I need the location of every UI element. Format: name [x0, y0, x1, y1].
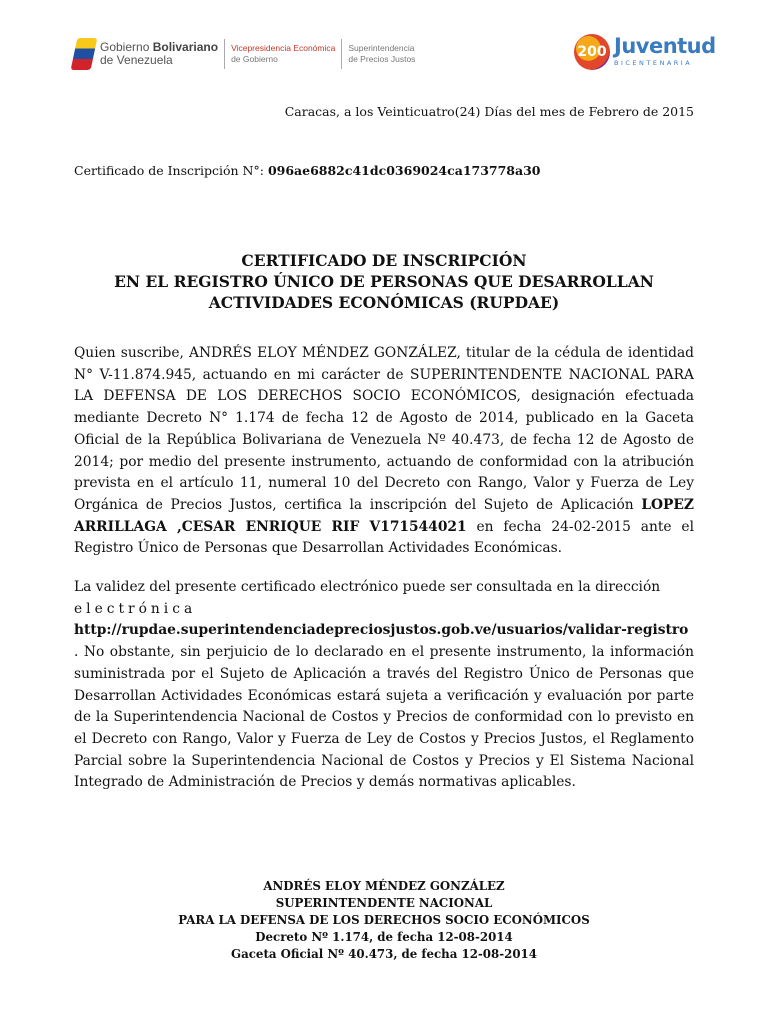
certificate-number: 096ae6882c41dc0369024ca173778a30 [267, 163, 541, 178]
subject-name: LOPEZ ARRILLAGA ,CESAR ENRIQUE RIF V171544021 [74, 496, 694, 535]
p2-spaced-word: electrónica [74, 600, 197, 617]
bicentennial-badge-icon [574, 34, 610, 70]
juv-word: Juventud [614, 34, 716, 58]
signature-block [74, 878, 694, 963]
title-line3: ACTIVIDADES ECONÓMICAS (RUPDAE) [208, 293, 560, 312]
vicepresidency-name [231, 43, 335, 65]
validity-paragraph [74, 577, 694, 794]
gov-line2: de Venezuela [100, 53, 173, 67]
p2-text-before: La validez del presente certificado electrónico puede ser consultada en la dirección [74, 579, 661, 595]
signatory-gazette: Gaceta Oficial Nº 40.473, de fecha 12-08-2014 [231, 947, 537, 961]
government-logo [74, 38, 415, 70]
certificate-number-line [74, 163, 541, 178]
certificate-label: Certificado de Inscripción N°: [74, 163, 264, 178]
signatory-decree: Decreto Nº 1.174, de fecha 12-08-2014 [255, 930, 513, 944]
signatory-role2: PARA LA DEFENSA DE LOS DERECHOS SOCIO ECONÓMICOS [178, 913, 590, 927]
sup-line2: de Precios Justos [348, 54, 416, 64]
venezuela-flag-icon [71, 38, 98, 70]
gov-line1-bold: Bolivariano [152, 40, 219, 54]
juventud-logo [574, 34, 716, 70]
page-header [0, 0, 768, 90]
sup-line1: Superintendencia [348, 43, 415, 53]
header-divider [341, 39, 342, 69]
p1-text-before: Quien suscribe, ANDRÉS ELOY MÉNDEZ GONZÁLEZ, titular de la cédula de identidad N° V-11.874.945, actuando en mi carácter de SUPERINTENDENTE NACIONAL PARA LA DEFENSA DE LOS DERECHOS SOCIO ECONÓMICOS, designación efectuada mediante Decreto N° 1.174 de fecha 12 de Agosto de 2014, publicado en la Gaceta Oficial de la República Bolivariana de Venezuela Nº 40.473, de fecha 12 de Agosto de 2014; por medio del presente instrumento, actuando de conformidad con la atribución prevista en el artículo 11, numeral 10 del Decreto con Rango, Valor y Fuerza de Ley Orgánica de Precios Justos, certifica la inscripción del Sujeto de Aplicación [74, 345, 694, 513]
government-name [100, 41, 218, 67]
signatory-role1: SUPERINTENDENTE NACIONAL [275, 896, 493, 910]
juv-sub: BICENTENARIA [614, 59, 693, 67]
superintendency-name [348, 43, 415, 65]
title-line1: CERTIFICADO DE INSCRIPCIÓN [241, 251, 527, 270]
p2-text-after: . No obstante, sin perjuicio de lo declarado en el presente instrumento, la información suministrada por el Sujeto de Aplicación a través del Registro Único de Personas que Desarrollan Actividades Económicas estará sujeta a verificación y evaluación por parte de la Superintendencia Nacional de Costos y Precios de conformidad con lo previsto en el Decreto con Rango, Valor y Fuerza de Ley de Costos y Precios Justos, el Reglamento Parcial sobre la Superintendencia Nacional de Costos y Precios y El Sistema Nacional Integrado de Administración de Precios y demás normativas aplicables. [74, 644, 694, 791]
certification-paragraph [74, 343, 694, 560]
vp-line1: Vicepresidencia Económica [231, 43, 336, 53]
gov-line1-prefix: Gobierno [100, 40, 150, 54]
title-line2: EN EL REGISTRO ÚNICO DE PERSONAS QUE DESARROLLAN [114, 272, 654, 291]
header-divider [224, 39, 225, 69]
date-line: Caracas, a los Veinticuatro(24) Días del mes de Febrero de 2015 [284, 104, 694, 119]
juv-badge-text: 200 [577, 44, 607, 60]
vp-line2: de Gobierno [231, 54, 278, 64]
document-title [74, 250, 694, 313]
signatory-name: ANDRÉS ELOY MÉNDEZ GONZÁLEZ [263, 879, 505, 893]
juventud-text [614, 35, 716, 69]
validation-url-link[interactable]: http://rupdae.superintendenciadepreciosjustos.gob.ve/usuarios/validar-registro [74, 622, 689, 639]
p1-text-after: en fecha 24-02-2015 ante el Registro Único de Personas que Desarrollan Actividades Económicas. [74, 518, 695, 557]
